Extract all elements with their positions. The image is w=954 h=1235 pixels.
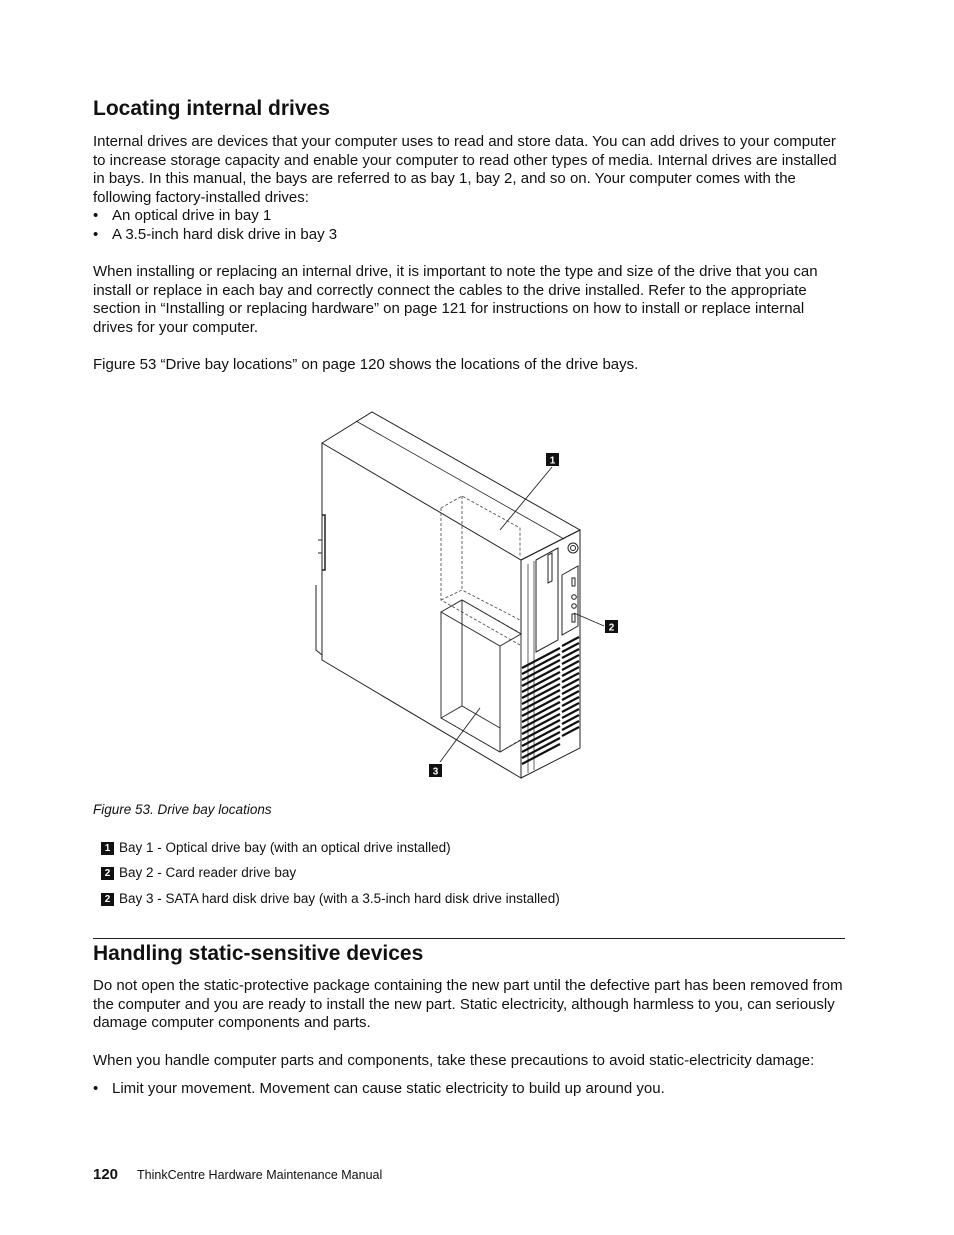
callout-3 <box>429 764 442 778</box>
figure-reference-paragraph: Figure 53 “Drive bay locations” on page 120 shows the locations of the drive bays. <box>93 356 639 373</box>
chassis-side-face <box>322 443 521 778</box>
bullet-glyph: • <box>93 1080 99 1097</box>
legend-item-bay1 <box>101 840 451 856</box>
factory-drives-list <box>93 207 845 244</box>
power-button <box>568 543 578 553</box>
legend-item-bay3 <box>101 891 560 907</box>
bay1-outline <box>441 496 520 556</box>
leader-line-1 <box>500 467 552 530</box>
list-item: • An optical drive in bay 1 <box>93 207 272 224</box>
figure-caption: Figure 53. Drive bay locations <box>93 802 272 817</box>
section-divider <box>93 938 845 939</box>
precautions-list <box>93 1080 845 1099</box>
list-item: • A 3.5-inch hard disk drive in bay 3 <box>93 225 338 243</box>
precautions-intro-paragraph: When you handle computer parts and components, take these precautions to avoid static-electricity damage: <box>93 1052 815 1069</box>
callout-1 <box>546 453 559 467</box>
svg-text:2: 2 <box>608 622 615 634</box>
intro-paragraph: Internal drives are devices that your computer uses to read and store data. You can add drives to your computer to increase storage capacity and enable your computer to read other types of media. Internal drives are installed in bays. In this manual, the bays are referred to as bay 1, bay 2, and so on. Your computer comes with the following factory-installed drives: <box>93 133 837 207</box>
legend-callout: 2 <box>101 867 114 880</box>
legend-text: Bay 1 - Optical drive bay (with an optical drive installed) <box>119 840 451 855</box>
list-item: • Limit your movement. Movement can cause static electricity to build up around you. <box>93 1080 665 1097</box>
front-vent-grille <box>522 637 579 764</box>
legend-callout: 1 <box>101 842 114 855</box>
chassis-top-face <box>322 412 580 560</box>
card-reader-bezel <box>562 566 578 635</box>
svg-text:1: 1 <box>549 455 556 467</box>
drive-bay-diagram <box>300 405 630 785</box>
bullet-glyph: • <box>93 225 99 243</box>
section-heading-static-devices: Handling static-sensitive devices <box>93 942 424 965</box>
callout-2 <box>605 620 618 634</box>
optical-drive-bezel <box>536 548 558 652</box>
static-warning-paragraph: Do not open the static-protective package containing the new part until the defective part has been removed from the computer and you are ready to install the new part. Static electricity, although harmless to you, can seriously damage computer components and parts. <box>93 977 843 1032</box>
bullet-glyph: • <box>93 207 99 224</box>
legend-text: Bay 2 - Card reader drive bay <box>119 865 297 880</box>
leader-line-3 <box>440 708 480 762</box>
manual-title: ThinkCentre Hardware Maintenance Manual <box>137 1168 383 1182</box>
legend-text: Bay 3 - SATA hard disk drive bay (with a 3.5-inch hard disk drive installed) <box>119 891 560 906</box>
install-note-paragraph: When installing or replacing an internal drive, it is important to note the type and size of the drive that you can install or replace in each bay and correctly connect the cables to the drive installed. Refer to the appropriate section in “Installing or replacing hardware” on page 121 for instructions on how to install or replace internal drives for your computer. <box>93 263 818 337</box>
optical-tray-slot <box>548 553 552 583</box>
section-heading-locating-drives: Locating internal drives <box>93 97 330 120</box>
legend-item-bay2 <box>101 865 296 881</box>
legend-callout: 2 <box>101 893 114 906</box>
page-number: 120 <box>93 1166 119 1183</box>
svg-text:3: 3 <box>432 766 439 778</box>
